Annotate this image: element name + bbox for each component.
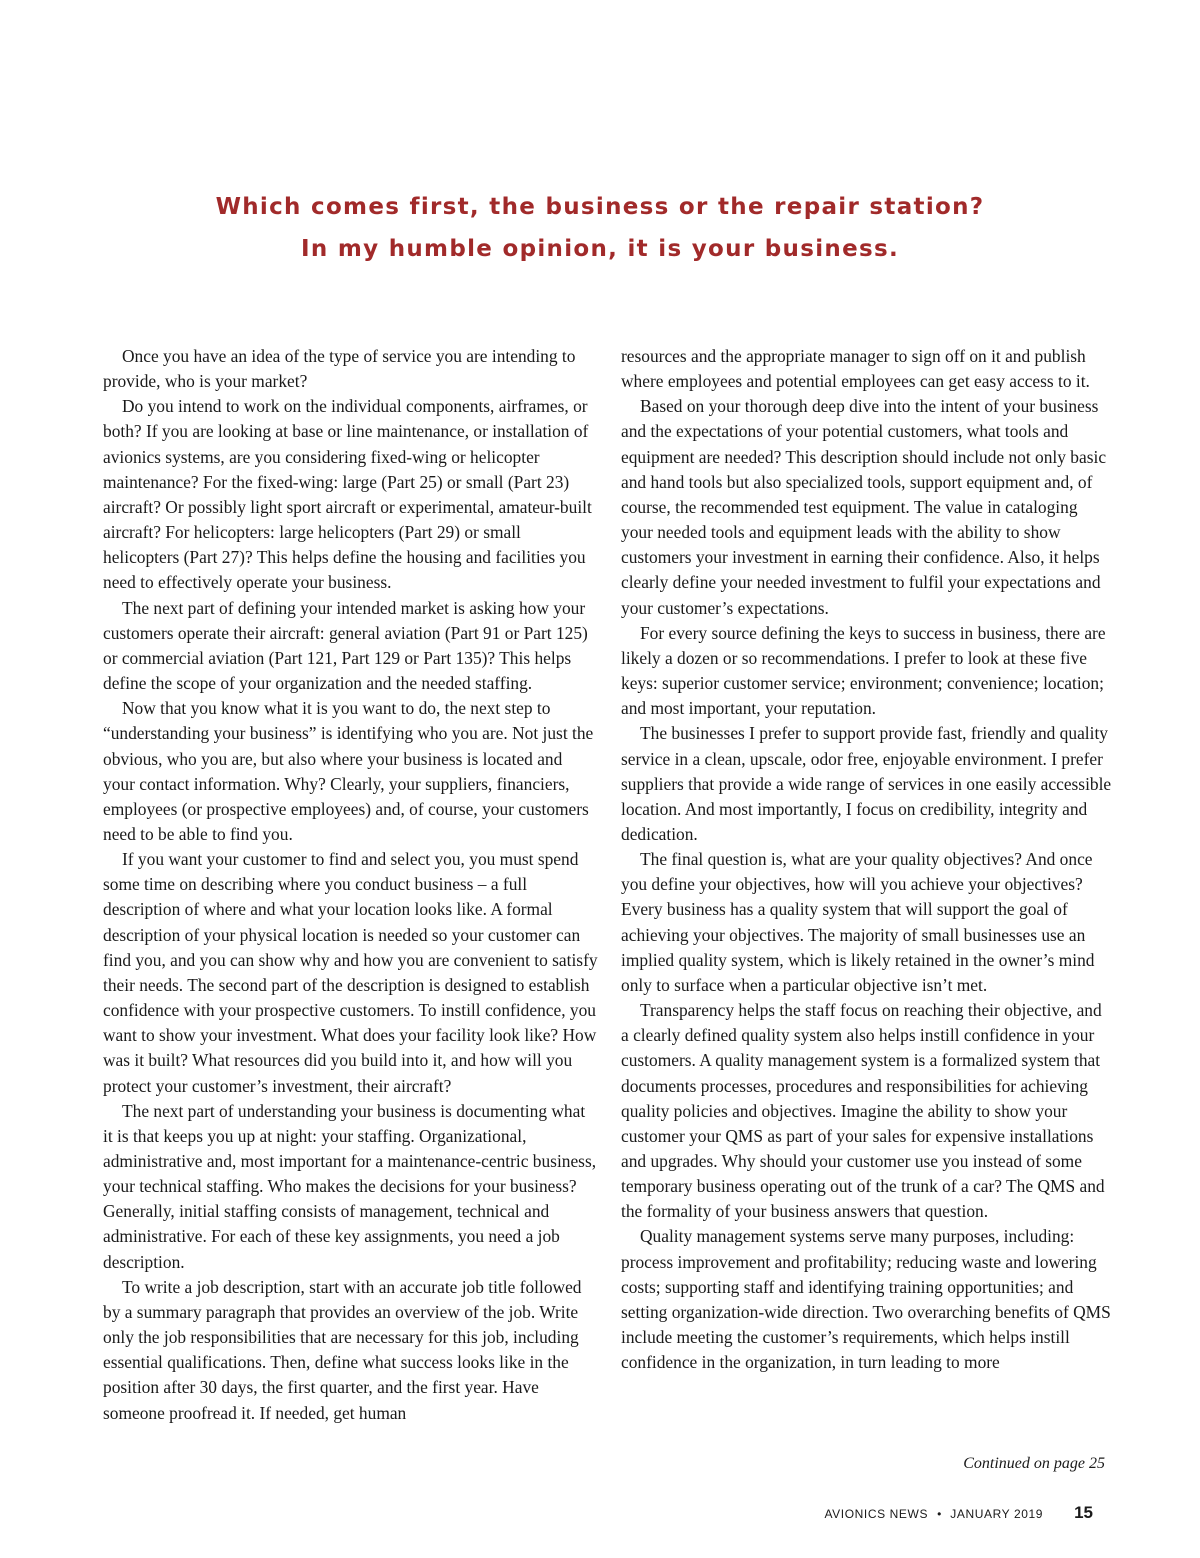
footer-separator: • xyxy=(937,1507,942,1521)
paragraph: Transparency helps the staff focus on reaching their objective, and a clearly defined quality system also helps instill confidence in your customers. A quality management system is a formalized system that documents processes, procedures and responsibilities for achieving quality policies and objectives. Imagine the ability to show your customer your QMS as part of your sales for expensive installations and upgrades. Why should your customer use you instead of some temporary business operating out of the trunk of a car? The QMS and the formality of your business answers that question. xyxy=(621,1000,1105,1222)
paragraph: Once you have an idea of the type of service you are intending to provide, who is your market? xyxy=(103,346,576,392)
pull-quote xyxy=(0,186,1200,270)
paragraph: The final question is, what are your quality objectives? And once you define your objectives, how will you achieve your objectives? Every business has a quality system that will support the goal of achieving your objectives. The majority of small businesses use an implied quality system, which is likely retained in the owner’s mind only to surface when a particular objective isn’t met. xyxy=(621,849,1095,995)
paragraph: Based on your thorough deep dive into the intent of your business and the expectations of your potential customers, what tools and equipment are needed? This description should include not only basic and hand tools but also specialized tools, support equipment and, of course, the recommended test equipment. The value in cataloging your needed tools and equipment leads with the ability to show customers your investment in earning their confidence. Also, it helps clearly define your needed investment to fulfil your expectations and your customer’s expectations. xyxy=(621,396,1107,618)
publication-name: AVIONICS NEWS xyxy=(824,1507,929,1521)
paragraph: Quality management systems serve many purposes, including: process improvement and profitability; reducing waste and lowering costs; supporting staff and identifying training opportunities; and setting organization-wide direction. Two overarching benefits of QMS include meeting the customer’s requirements, which helps instill confidence in the organization, in turn leading to more xyxy=(621,1226,1111,1373)
paragraph: Now that you know what it is you want to do, the next step to “understanding your business” is identifying who you are. Not just the obvious, who you are, but also where your business is located and your contact information. Why? Clearly, your suppliers, financiers, employees (or prospective employees) and, of course, your customers need to be able to find you. xyxy=(103,698,594,844)
article-column-right xyxy=(621,344,1113,1375)
page-footer xyxy=(824,1503,1093,1523)
paragraph-continuation: resources and the appropriate manager to sign off on it and publish where employees and potential employees can get easy access to it. xyxy=(621,346,1090,392)
paragraph: The next part of defining your intended market is asking how your customers operate their aircraft: general aviation (Part 91 or Part 125) or commercial aviation (Part 121, Part 129 or Part 135)? This helps define the scope of your organization and the needed staffing. xyxy=(103,597,588,694)
pull-quote-line-1: Which comes first, the business or the repair station? xyxy=(215,194,985,220)
article-column-left xyxy=(103,344,598,1426)
paragraph: The next part of understanding your business is documenting what it is that keeps you up at night: your staffing. Organizational, administrative and, most important for a maintenance-centric business, your technical staffing. Who makes the decisions for your business? Generally, initial staffing consists of management, technical and administrative. For each of these key assignments, you need a job description. xyxy=(103,1100,597,1272)
page-number: 15 xyxy=(1074,1503,1093,1522)
paragraph: For every source defining the keys to success in business, there are likely a dozen or so recommendations. I prefer to look at these five keys: superior customer service; environment; convenience; location; and most important, your reputation. xyxy=(621,622,1106,719)
pull-quote-line-2: In my humble opinion, it is your business. xyxy=(301,236,899,262)
paragraph: If you want your customer to find and select you, you must spend some time on describing where you conduct business – a full description of where and what your location looks like. A formal description of your physical location is needed so your customer can find you, and you can show why and how you are convenient to satisfy their needs. The second part of the description is designed to establish confidence with your prospective customers. To instill confidence, you want to show your investment. What does your facility look like? How was it built? What resources did you build into it, and how will you protect your customer’s investment, their aircraft? xyxy=(103,849,598,1096)
paragraph: Do you intend to work on the individual components, airframes, or both? If you are looking at base or line maintenance, or installation of avionics systems, are you considering fixed-wing or helicopter maintenance? For the fixed-wing: large (Part 25) or small (Part 23) aircraft? Or possibly light sport aircraft or experimental, amateur-built aircraft? For helicopters: large helicopters (Part 29) or small helicopters (Part 27)? This helps define the housing and facilities you need to effectively operate your business. xyxy=(103,396,592,593)
paragraph: To write a job description, start with an accurate job title followed by a summary paragraph that provides an overview of the job. Write only the job responsibilities that are necessary for this job, including essential qualifications. Then, define what success looks like in the position after 30 days, the first quarter, and the first year. Have someone proofread it. If needed, get human xyxy=(103,1276,582,1423)
paragraph: The businesses I prefer to support provide fast, friendly and quality service in a clean, upscale, odor free, enjoyable environment. I prefer suppliers that provide a wide range of services in one easily accessible location. And most importantly, I focus on credibility, integrity and dedication. xyxy=(621,723,1112,844)
continued-on-note: Continued on page 25 xyxy=(963,1455,1105,1472)
issue-date: JANUARY 2019 xyxy=(950,1507,1044,1521)
